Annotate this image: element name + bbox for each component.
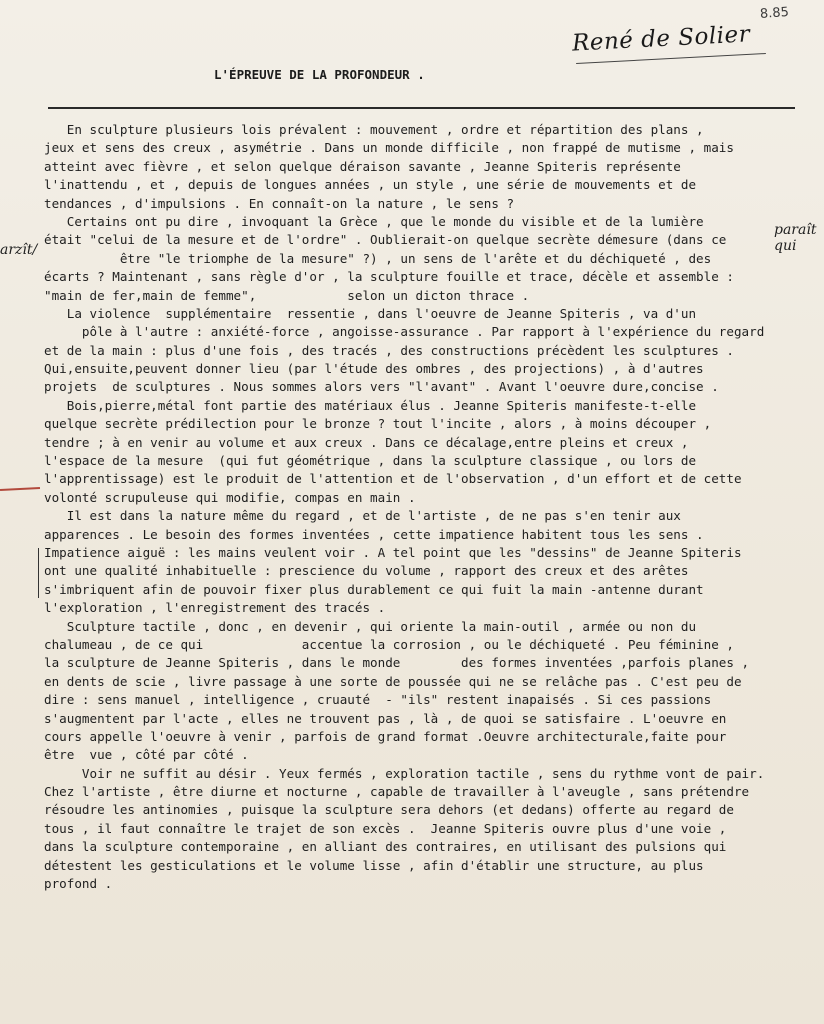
text-line: s'imbriquent afin de pouvoir fixer plus durablement ce qui fuit la main -antenne durant: [44, 581, 704, 597]
author-signature: René de Solier: [571, 21, 751, 57]
red-pencil-mark: [0, 487, 40, 491]
text-line: tendre ; à en venir au volume et aux creux . Dans ce décalage,entre pleins et creux ,: [44, 434, 689, 450]
text-line: ont une qualité inhabituelle : prescience du volume , rapport des creux et des arêtes: [44, 563, 689, 579]
text-line: dans la sculpture contemporaine , en alliant des contraires, en utilisant des pulsions qui: [44, 839, 727, 855]
text-line: la sculpture de Jeanne Spiteris , dans le monde des formes inventées ,parfois planes ,: [44, 655, 750, 671]
text-line: tendances , d'impulsions . En connaît-on la nature , le sens ?: [44, 195, 515, 211]
text-line: Chez l'artiste , être diurne et nocturne , capable de travailler à l'aveugle , sans prétendre: [44, 784, 750, 800]
text-line: être vue , côté par côté .: [44, 747, 249, 763]
text-line: l'exploration , l'enregistrement des tracés .: [44, 600, 386, 616]
text-line: Certains ont pu dire , invoquant la Grèce , que le monde du visible et de la lumière: [44, 213, 704, 229]
document-title: L'ÉPREUVE DE LA PROFONDEUR .: [214, 67, 425, 82]
text-line: s'augmentent par l'acte , elles ne trouvent pas , là , de quoi se satisfaire . L'oeuvre en: [44, 710, 727, 726]
text-line: Sculpture tactile , donc , en devenir , qui oriente la main-outil , armée ou non du: [44, 618, 697, 634]
title-rule: [48, 107, 795, 109]
margin-note-right: paraît qui: [774, 222, 817, 254]
text-line: Bois,pierre,métal font partie des matériaux élus . Jeanne Spiteris manifeste-t-elle: [44, 397, 697, 413]
text-line: jeux et sens des creux , asymétrie . Dans un monde difficile , non frappé de mutisme , mais: [44, 140, 734, 156]
text-line: apparences . Le besoin des formes inventées , cette impatience habitent tous les sens .: [44, 526, 704, 542]
body-text: [44, 121, 817, 893]
archive-reference: 8.85: [759, 5, 790, 22]
text-line: être "le triomphe de la mesure" ?) , un sens de l'arête et du déchiqueté , des: [44, 250, 712, 266]
text-line: chalumeau , de ce qui accentue la corrosion , ou le déchiqueté . Peu féminine ,: [44, 636, 734, 652]
text-line: atteint avec fièvre , et selon quelque déraison savante , Jeanne Spiteris représente: [44, 158, 681, 174]
text-line: profond .: [44, 876, 113, 892]
text-line: était "celui de la mesure et de l'ordre" . Oublierait-on quelque secrète démesure (dans ce: [44, 232, 727, 248]
text-line: cours appelle l'oeuvre à venir , parfois de grand format .Oeuvre architecturale,faite pour: [44, 728, 727, 744]
text-line: Voir ne suffit au désir . Yeux fermés , exploration tactile , sens du rythme vont de pair.: [44, 765, 765, 781]
text-line: pôle à l'autre : anxiété-force , angoisse-assurance . Par rapport à l'expérience du regard: [44, 324, 765, 340]
text-line: l'inattendu , et , depuis de longues années , un style , une série de mouvements et de: [44, 177, 697, 193]
text-line: en dents de scie , livre passage à une sorte de poussée qui ne se relâche pas . C'est peu de: [44, 673, 742, 689]
text-line: Impatience aiguë : les mains veulent voir . A tel point que les "dessins" de Jeanne Spiteris: [44, 544, 742, 560]
text-line: détestent les gesticulations et le volume lisse , afin d'établir une structure, au plus: [44, 857, 704, 873]
text-line: Il est dans la nature même du regard , et de l'artiste , de ne pas s'en tenir aux: [44, 508, 681, 524]
text-line: dire : sens manuel , intelligence , cruauté - "ils" restent inapaisés . Si ces passions: [44, 692, 712, 708]
text-line: volonté scrupuleuse qui modifie, compas en main .: [44, 489, 416, 505]
text-line: En sculpture plusieurs lois prévalent : mouvement , ordre et répartition des plans ,: [44, 122, 704, 137]
text-line: "main de fer,main de femme", selon un dicton thrace .: [44, 287, 530, 303]
text-line: quelque secrète prédilection pour le bronze ? tout l'incite , alors , à moins découper ,: [44, 416, 712, 432]
text-line: projets de sculptures . Nous sommes alors vers "l'avant" . Avant l'oeuvre dure,concise .: [44, 379, 719, 395]
text-line: écarts ? Maintenant , sans règle d'or , la sculpture fouille et trace, décèle et assemble :: [44, 269, 734, 285]
margin-side-bar: [38, 548, 39, 598]
text-line: résoudre les antinomies , puisque la sculpture sera dehors (et dedans) offerte au regard de: [44, 802, 734, 818]
text-line: l'apprentissage) est le produit de l'attention et de l'observation , d'un effort et de cette: [44, 471, 742, 487]
text-line: l'espace de la mesure (qui fut géométrique , dans la sculpture classique , ou lors de: [44, 453, 697, 469]
text-line: La violence supplémentaire ressentie , dans l'oeuvre de Jeanne Spiteris , va d'un: [44, 305, 697, 321]
margin-note-left: arzît/: [0, 242, 38, 258]
text-line: tous , il faut connaître le trajet de son excès . Jeanne Spiteris ouvre plus d'une voie ,: [44, 820, 727, 836]
text-line: Qui,ensuite,peuvent donner lieu (par l'étude des ombres , des projections) , à d'autres: [44, 361, 704, 377]
text-line: et de la main : plus d'une fois , des tracés , des constructions précèdent les sculptures .: [44, 342, 734, 358]
